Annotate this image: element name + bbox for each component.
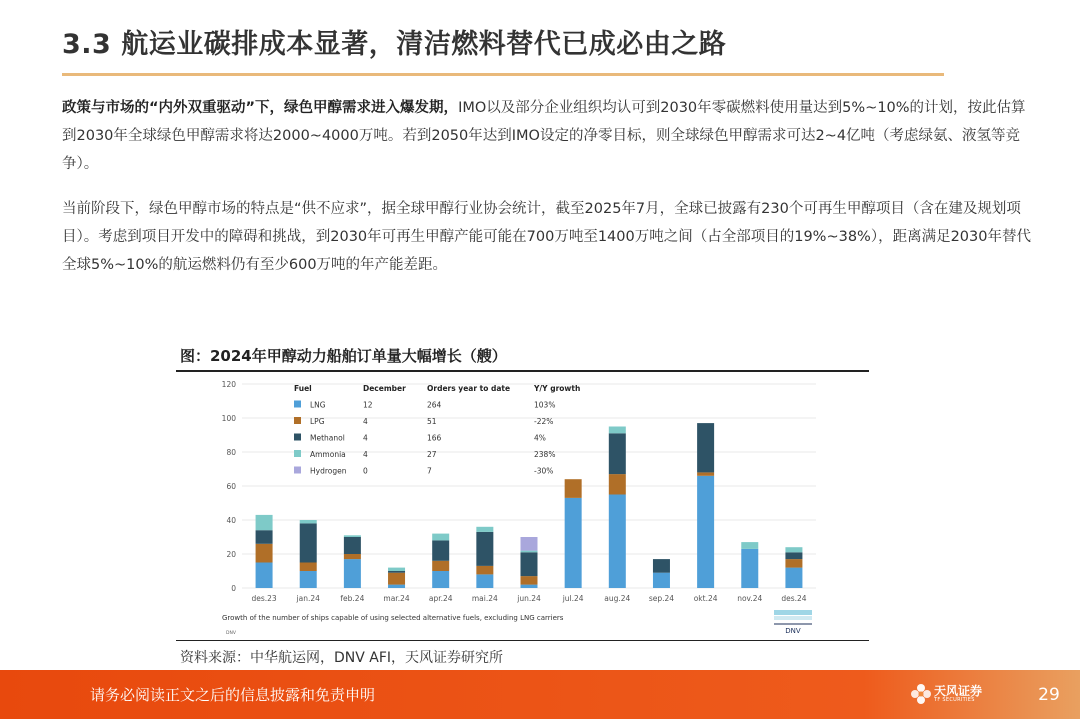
legend-cell-ytd: 7 — [427, 466, 432, 476]
x-tick-label: jul.24 — [562, 594, 584, 603]
chart-y-axis — [222, 380, 237, 593]
bar-segment-methanol — [653, 559, 670, 573]
bar-segment-lpg — [432, 561, 449, 571]
y-tick-label: 80 — [226, 448, 236, 457]
bar-segment-lng — [388, 585, 405, 588]
legend-cell-fuel: LNG — [310, 400, 326, 410]
y-tick-label: 40 — [226, 516, 236, 525]
legend-cell-yoy: -22% — [534, 417, 554, 426]
slide-title: 3.3 航运业碳排成本显著，清洁燃料替代已成必由之路 — [62, 29, 727, 60]
legend-cell-fuel: Ammonia — [310, 450, 346, 459]
figure-source: 资料来源：中华航运网，DNV AFI，天风证券研究所 — [180, 650, 504, 666]
bar-segment-lpg — [388, 573, 405, 585]
legend-cell-yoy: 103% — [534, 400, 556, 410]
bar-segment-lng — [521, 585, 538, 588]
bar-segment-lng — [432, 571, 449, 588]
x-tick-label: okt.24 — [693, 594, 718, 603]
x-tick-label: apr.24 — [428, 594, 453, 603]
y-tick-label: 20 — [226, 550, 236, 559]
paragraph-supply: 当前阶段下，绿色甲醇市场的特点是“供不应求”，据全球甲醇行业协会统计，截至2025年7月，全球已披露有230个可再生甲醇项目（含在建及规划项目）。考虑到项目开发中的障碍和挑战，到2030年可再生甲醇产能可能在700万吨至1400万吨之间（占全部项目的19%~38%），距离满足2030年替代全球5%~10%的航运燃料仍有至少600万吨的年产能差距。 — [62, 201, 1031, 273]
legend-cell-december: 0 — [363, 466, 368, 476]
legend-cell-yoy: -30% — [534, 466, 554, 476]
bar-segment-lng — [565, 498, 582, 588]
bar-segment-methanol — [344, 537, 361, 554]
bar-segment-methanol — [521, 552, 538, 576]
bar-segment-methanol — [432, 540, 449, 560]
x-tick-label: des.23 — [251, 594, 277, 603]
legend-cell-fuel: Methanol — [310, 433, 345, 443]
x-tick-label: feb.24 — [340, 594, 365, 603]
bar-segment-methanol — [300, 523, 317, 562]
bar-segment-ammonia — [256, 515, 273, 530]
legend-header: Y/Y growth — [534, 384, 581, 393]
brand-name: 天风证券 — [934, 684, 983, 698]
legend-cell-ytd: 27 — [427, 450, 437, 459]
dnv-logo-text: DNV — [785, 627, 801, 635]
brand-logo — [908, 680, 988, 710]
bar-segment-methanol — [476, 532, 493, 566]
bar-segment-ammonia — [344, 535, 361, 537]
bar-segment-lpg — [476, 566, 493, 575]
legend-swatch-lng — [294, 401, 301, 408]
bar-segment-lpg — [785, 559, 802, 568]
bar-segment-lpg — [565, 479, 582, 498]
bar-segment-ammonia — [609, 427, 626, 434]
bar-segment-ammonia — [476, 527, 493, 532]
legend-swatch-hydrogen — [294, 467, 301, 474]
bar-segment-methanol — [256, 530, 273, 544]
legend-cell-ytd: 166 — [427, 433, 442, 443]
bar-segment-methanol — [785, 552, 802, 559]
y-tick-label: 0 — [231, 584, 236, 593]
y-tick-label: 120 — [221, 380, 236, 389]
x-tick-label: jan.24 — [296, 594, 320, 603]
bar-segment-methanol — [388, 571, 405, 573]
page-number: 29 — [1038, 685, 1060, 705]
paragraph-demand-body: IMO以及部分企业组织均认可到2030年零碳燃料使用量达到5%~10%的计划，按此估算到2030年全球绿色甲醇需求将达2000~4000万吨。若到2050年达到IMO设定的净零目标，则全球绿色甲醇需求可达2~4亿吨（考虑绿氨、液氢等竞争）。 — [62, 100, 1026, 172]
legend-cell-ytd: 264 — [427, 400, 442, 410]
legend-header: December — [363, 384, 406, 393]
bar-segment-lpg — [609, 474, 626, 494]
legend-cell-december: 4 — [363, 417, 368, 426]
chart-corner-left: DNV — [226, 631, 236, 636]
x-tick-label: nov.24 — [737, 594, 763, 603]
brand-flower-icon — [910, 683, 932, 705]
orders-chart — [176, 372, 869, 640]
legend-cell-fuel: Hydrogen — [310, 466, 347, 476]
bar-segment-lng — [741, 549, 758, 588]
chart-note: Growth of the number of ships capable of using selected alternative fuels, excluding LNG carriers — [222, 614, 564, 622]
brand-subtitle: TF SECURITIES — [934, 697, 975, 703]
x-tick-label: mai.24 — [471, 594, 498, 603]
bar-segment-lng — [476, 574, 493, 588]
legend-cell-yoy: 238% — [534, 450, 556, 459]
bar-segment-ammonia — [785, 547, 802, 552]
legend-cell-ytd: 51 — [427, 417, 437, 426]
bar-segment-ammonia — [300, 520, 317, 523]
bar-segment-ammonia — [388, 568, 405, 571]
bar-segment-lng — [697, 476, 714, 588]
bar-segment-lng — [785, 568, 802, 588]
bar-segment-methanol — [697, 423, 714, 472]
bar-segment-lng — [653, 573, 670, 588]
paragraph-demand — [62, 94, 1032, 178]
legend-cell-december: 4 — [363, 450, 368, 459]
figure-caption: 图：2024年甲醇动力船舶订单量大幅增长（艘） — [180, 347, 507, 365]
paragraph-demand-lead: 政策与市场的“内外双重驱动”下，绿色甲醇需求进入爆发期， — [62, 100, 459, 116]
legend-swatch-methanol — [294, 434, 301, 441]
title-divider — [62, 73, 944, 76]
bar-segment-ammonia — [741, 542, 758, 549]
x-tick-label: jun.24 — [517, 594, 541, 603]
bar-segment-hydrogen — [521, 537, 538, 551]
y-tick-label: 60 — [226, 482, 236, 491]
bar-segment-lpg — [697, 472, 714, 475]
legend-cell-yoy: 4% — [534, 433, 546, 443]
bar-segment-lpg — [256, 544, 273, 563]
bar-segment-lng — [256, 563, 273, 589]
bar-segment-ammonia — [521, 551, 538, 553]
x-tick-label: aug.24 — [604, 594, 631, 603]
dnv-logo — [774, 610, 812, 635]
legend-cell-december: 4 — [363, 433, 368, 443]
bar-segment-methanol — [609, 433, 626, 474]
legend-cell-fuel: LPG — [310, 417, 325, 426]
chart-bars — [256, 423, 803, 588]
y-tick-label: 100 — [221, 414, 236, 423]
figure-bottom-rule — [176, 640, 869, 641]
bar-segment-lng — [344, 559, 361, 588]
legend-cell-december: 12 — [363, 400, 373, 410]
bar-segment-lng — [300, 571, 317, 588]
footer-disclaimer: 请务必阅读正文之后的信息披露和免责申明 — [90, 686, 376, 704]
x-tick-label: des.24 — [781, 594, 807, 603]
chart-legend — [294, 384, 580, 476]
legend-swatch-ammonia — [294, 450, 301, 457]
bar-segment-lpg — [344, 554, 361, 559]
legend-header: Orders year to date — [427, 384, 511, 393]
bar-segment-lpg — [521, 576, 538, 585]
bar-segment-ammonia — [432, 534, 449, 541]
bar-segment-lng — [609, 495, 626, 589]
legend-swatch-lpg — [294, 417, 301, 424]
legend-header: Fuel — [294, 384, 312, 393]
x-tick-label: sep.24 — [648, 594, 675, 603]
chart-x-axis — [251, 594, 806, 603]
x-tick-label: mar.24 — [383, 594, 410, 603]
bar-segment-lpg — [300, 563, 317, 572]
